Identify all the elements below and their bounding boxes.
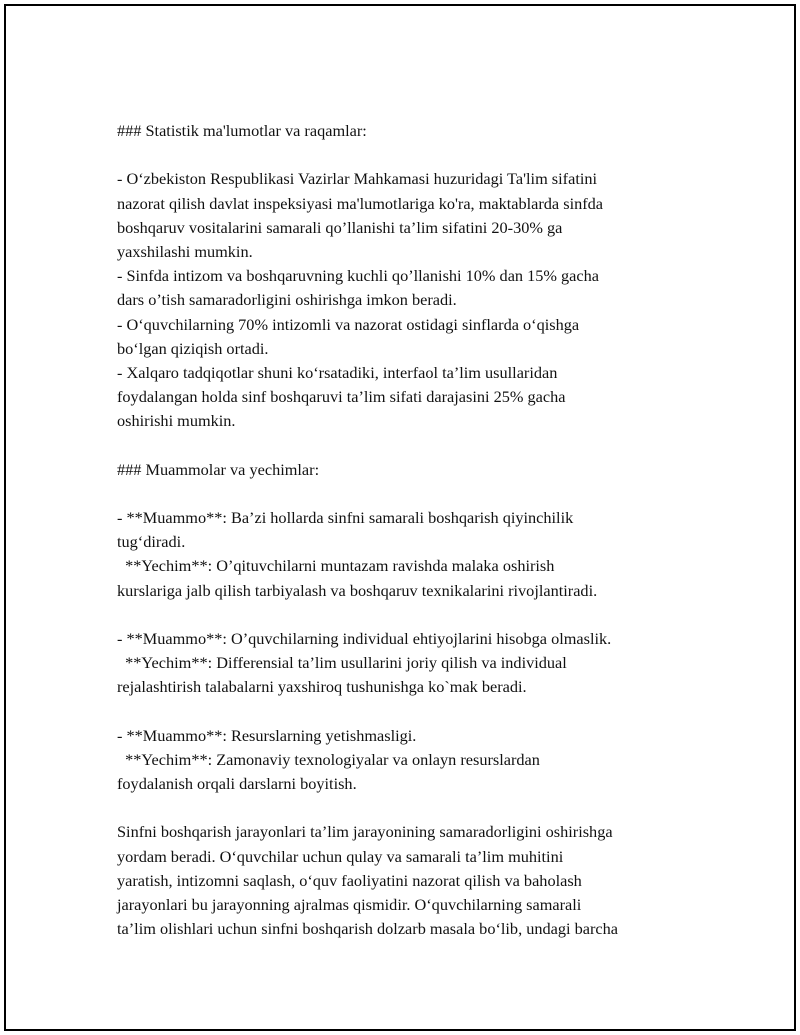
text-line: - Xalqaro tadqiqotlar shuni ko‘rsatadiki, interfaol ta’lim usullaridan: [117, 362, 558, 382]
problem-item: [117, 627, 717, 700]
text-line: yordam beradi. O‘quvchilar uchun qulay va samarali ta’lim muhitini: [117, 846, 564, 866]
text-line: **Yechim**: O’qituvchilarni muntazam ravishda malaka oshirish: [117, 556, 555, 576]
text-line: oshirishi mumkin.: [117, 411, 236, 431]
stats-heading: ### Statistik ma'lumotlar va raqamlar:: [117, 121, 367, 140]
text-line: tug‘diradi.: [117, 532, 186, 552]
problem-item: [117, 506, 717, 603]
text-line: bo‘lgan qiziqish ortadi.: [117, 338, 269, 358]
blank-line: [117, 143, 717, 167]
blank-line: [117, 700, 717, 724]
text-line: yaxshilashi mumkin.: [117, 241, 253, 261]
text-line: - O‘zbekiston Respublikasi Vazirlar Mahkamasi huzuridagi Ta'lim sifatini: [117, 169, 598, 189]
text-line: **Yechim**: Differensial ta’lim usullarini joriy qilish va individual: [117, 653, 567, 673]
conclusion-paragraph: [117, 820, 717, 941]
text-line: dars o’tish samaradorligini oshirishga imkon beradi.: [117, 290, 457, 310]
text-line: foydalangan holda sinf boshqaruvi ta’lim sifati darajasini 25% gacha: [117, 387, 566, 407]
stats-item: [117, 264, 717, 312]
text-line: **Yechim**: Zamonaviy texnologiyalar va onlayn resurslardan: [117, 749, 540, 769]
blank-line: [117, 796, 717, 820]
stats-item: [117, 361, 717, 434]
stats-list: [117, 167, 717, 433]
text-line: - **Muammo**: O’quvchilarning individual ehtiyojlarini hisobga olmaslik.: [117, 628, 612, 648]
blank-line: [117, 433, 717, 457]
text-line: yaratish, intizomni saqlash, o‘quv faoliyatini nazorat qilish va baholash: [117, 870, 582, 890]
text-line: jarayonlari bu jarayonning ajralmas qismidir. O‘quvchilarning samarali: [117, 895, 582, 914]
problem-item: [117, 724, 717, 797]
stats-item: [117, 313, 717, 361]
text-line: kurslariga jalb qilish tarbiyalash va boshqaruv texnikalarini rivojlantiradi.: [117, 580, 598, 600]
text-line: nazorat qilish davlat inspeksiyasi ma'lumotlariga ko'ra, maktablarda sinfda: [117, 193, 604, 213]
problems-heading: ### Muammolar va yechimlar:: [117, 459, 320, 479]
stats-item: [117, 167, 717, 264]
blank-line: [117, 603, 717, 627]
document-body: [117, 119, 717, 941]
text-line: - Sinfda intizom va boshqaruvning kuchli qo’llanishi 10% dan 15% gacha: [117, 266, 600, 286]
text-line: ta’lim olishlari uchun sinfni boshqarish dolzarb masala bo‘lib, undagi barcha: [117, 919, 618, 939]
text-line: - O‘quvchilarning 70% intizomli va nazorat ostidagi sinflarda o‘qishga: [117, 314, 580, 334]
text-line: - **Muammo**: Ba’zi hollarda sinfni samarali boshqarish qiyinchilik: [117, 508, 574, 527]
problems-list: [117, 506, 717, 796]
text-line: rejalashtirish talabalarni yaxshiroq tushunishga ko`mak beradi.: [117, 677, 527, 697]
text-line: foydalanish orqali darslarni boyitish.: [117, 774, 357, 794]
text-line: Sinfni boshqarish jarayonlari ta’lim jarayonining samaradorligini oshirishga: [117, 822, 613, 842]
blank-line: [117, 482, 717, 506]
text-line: boshqaruv vositalarini samarali qo’llanishi ta’lim sifatini 20-30% ga: [117, 217, 563, 237]
text-line: - **Muammo**: Resurslarning yetishmasligi.: [117, 725, 417, 745]
